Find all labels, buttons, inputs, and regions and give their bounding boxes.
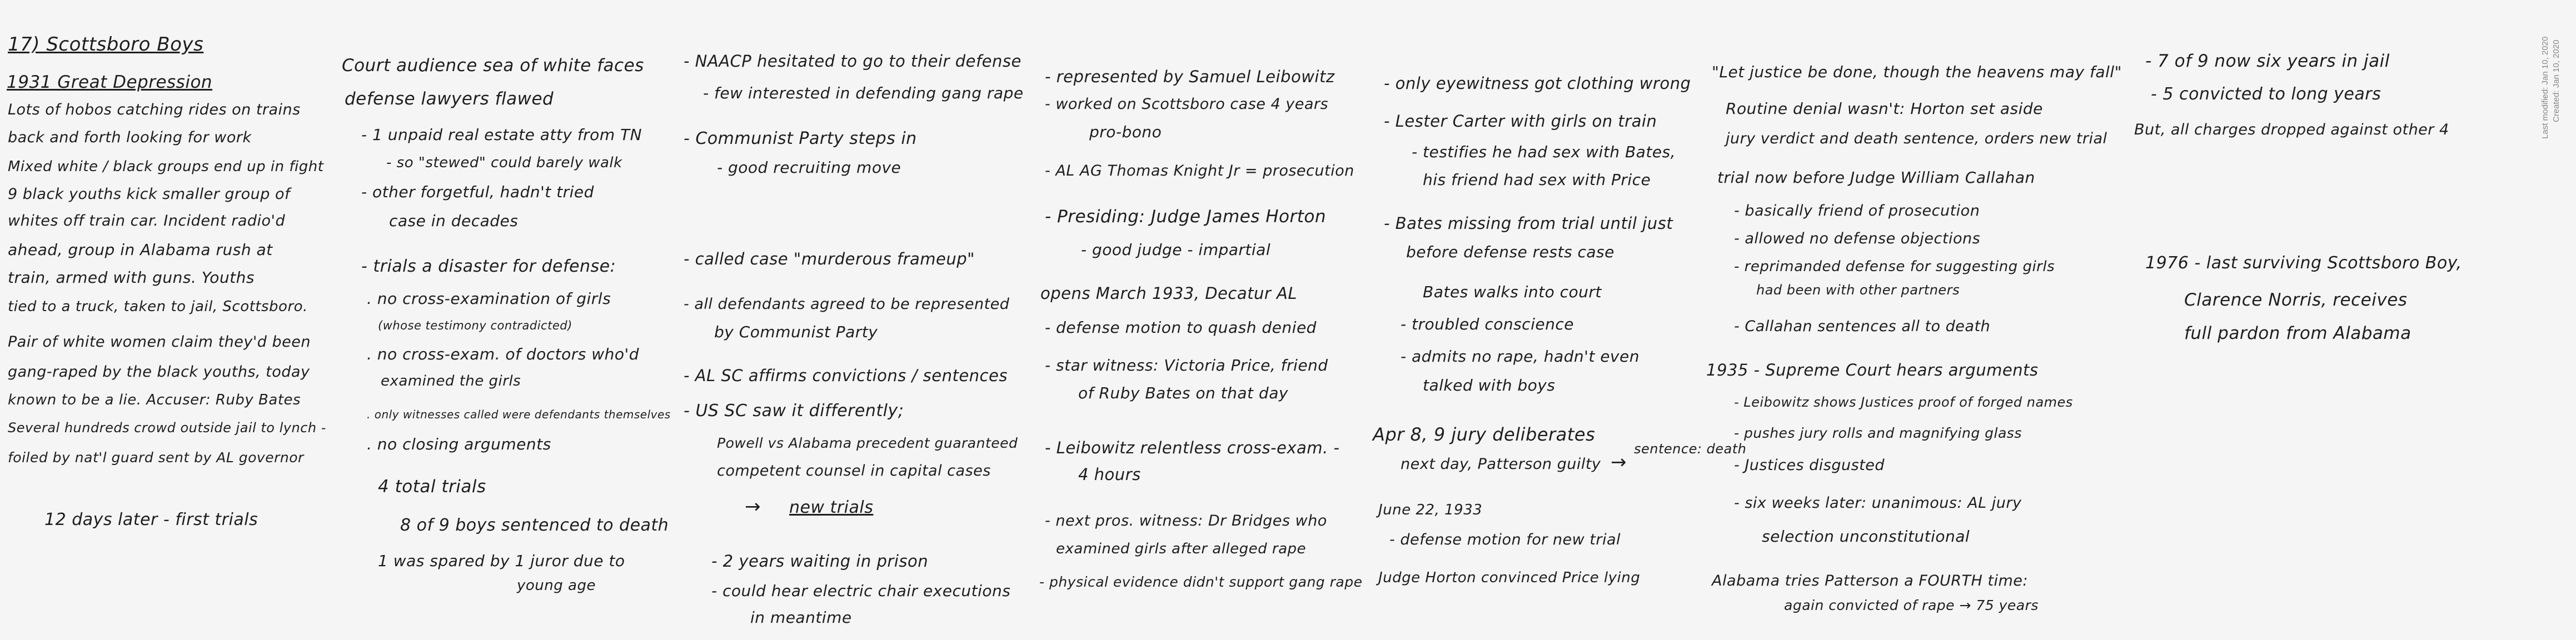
note-line: - worked on Scottsboro case 4 years [1045, 96, 1329, 113]
note-line: - defense motion for new trial [1389, 531, 1621, 548]
note-line: Alabama tries Patterson a FOURTH time: [1712, 572, 2028, 589]
note-line: Powell vs Alabama precedent guaranteed [717, 435, 1018, 451]
arrow-icon: → [745, 496, 761, 518]
note-line: - Callahan sentences all to death [1734, 318, 1991, 335]
note-line: - 2 years waiting in prison [711, 552, 929, 571]
note-line: Several hundreds crowd outside jail to lynch - [8, 420, 326, 436]
note-line: - all defendants agreed to be represented [684, 296, 1010, 313]
note-line: - 1 unpaid real estate atty from TN [361, 126, 642, 144]
note-line: selection unconstitutional [1762, 527, 1970, 546]
note-line: jury verdict and death sentence, orders new trial [1726, 130, 2107, 147]
column-4 [1034, 0, 1378, 640]
note-line: 12 days later - first trials [44, 510, 258, 529]
note-line: sentence: death [1634, 441, 1747, 457]
note-line: gang-raped by the black youths, today [8, 363, 310, 381]
note-line: - Leibowitz shows Justices proof of forged names [1734, 394, 2073, 410]
note-line: - represented by Samuel Leibowitz [1045, 67, 1335, 86]
note-line: known to be a lie. Accuser: Ruby Bates [8, 392, 301, 408]
note-line: examined girls after alleged rape [1056, 541, 1307, 557]
arrow-icon: → [1611, 451, 1627, 473]
note-line: June 22, 1933 [1378, 502, 1483, 518]
note-line: Clarence Norris, receives [2184, 290, 2408, 310]
note-line: - Leibowitz relentless cross-exam. - [1045, 438, 1340, 457]
note-line: young age [517, 577, 596, 594]
note-line: - so "stewed" could barely walk [386, 154, 622, 171]
last-modified-date: Last modified: Jan 10, 2020 [2540, 36, 2550, 139]
note-line: - Communist Party steps in [684, 129, 917, 148]
note-line: Bates walks into court [1423, 283, 1602, 301]
column-6 [1701, 0, 2140, 640]
note-line: - Presiding: Judge James Horton [1045, 207, 1327, 227]
note-line: whites off train car. Incident radio'd [8, 212, 286, 229]
note-line: - trials a disaster for defense: [361, 257, 616, 276]
note-line: - admits no rape, hadn't even [1401, 347, 1640, 366]
note-line: 9 black youths kick smaller group of [8, 186, 290, 203]
note-line: ahead, group in Alabama rush at [8, 241, 273, 259]
note-line: - good judge - impartial [1081, 241, 1271, 259]
note-line: - physical evidence didn't support gang rape [1039, 574, 1363, 590]
note-line: 1935 - Supreme Court hears arguments [1706, 361, 2039, 379]
note-line: - defense motion to quash denied [1045, 318, 1317, 337]
note-line: full pardon from Alabama [2184, 323, 2411, 343]
note-line: - basically friend of prosecution [1734, 202, 1980, 219]
note-line: (whose testimony contradicted) [378, 319, 572, 332]
note-line: had been with other partners [1756, 282, 1960, 298]
note-line: . no closing arguments [367, 435, 551, 453]
note-line: - other forgetful, hadn't tried [361, 183, 594, 201]
note-line: his friend had sex with Price [1423, 171, 1651, 189]
note-line: by Communist Party [714, 323, 878, 341]
note-line: 1 was spared by 1 juror due to [378, 552, 625, 570]
note-line: defense lawyers flawed [345, 89, 554, 109]
note-line: case in decades [389, 212, 519, 230]
note-line: "Let justice be done, though the heavens may fall" [1712, 63, 2122, 81]
note-line: again convicted of rape → 75 years [1784, 597, 2039, 613]
note-line: train, armed with guns. Youths [8, 268, 255, 287]
note-line: 1931 Great Depression [7, 72, 213, 92]
note-line: new trials [789, 498, 874, 517]
note-line: . no cross-examination of girls [367, 289, 611, 308]
note-line: - Bates missing from trial until just [1384, 214, 1673, 233]
note-line: competent counsel in capital cases [717, 462, 991, 479]
note-line: foiled by nat'l guard sent by AL governor [8, 449, 304, 466]
created-date: Created: Jan 10, 2020 [2552, 39, 2561, 122]
note-line: - only eyewitness got clothing wrong [1384, 74, 1691, 93]
column-3 [678, 0, 1034, 640]
note-line: Apr 8, 9 jury deliberates [1373, 424, 1596, 445]
note-metadata [2538, 11, 2572, 189]
note-line: before defense rests case [1406, 243, 1615, 261]
column-1 [0, 0, 361, 640]
note-line: in meantime [750, 608, 852, 627]
note-line: - called case "murderous frameup" [684, 249, 975, 268]
note-line: examined the girls [381, 373, 521, 389]
note-line: tied to a truck, taken to jail, Scottsboro. [8, 298, 308, 315]
note-line: - few interested in defending gang rape [703, 84, 1024, 102]
note-line: 8 of 9 boys sentenced to death [400, 516, 669, 535]
note-line: - 7 of 9 now six years in jail [2145, 51, 2390, 71]
note-line: - Lester Carter with girls on train [1384, 112, 1657, 131]
note-line: - NAACP hesitated to go to their defense [684, 52, 1022, 71]
note-line: 4 total trials [378, 477, 486, 497]
note-line: Routine denial wasn't: Horton set aside [1726, 99, 2043, 118]
note-line: - next pros. witness: Dr Bridges who [1045, 512, 1327, 529]
note-line: . only witnesses called were defendants themselves [367, 408, 671, 421]
note-line: Pair of white women claim they'd been [8, 333, 311, 351]
note-line: talked with boys [1423, 376, 1556, 394]
note-line: back and forth looking for work [8, 129, 252, 146]
note-line: 1976 - last surviving Scottsboro Boy, [2145, 253, 2462, 273]
note-line: - US SC saw it differently; [684, 401, 904, 421]
note-line: trial now before Judge William Callahan [1717, 168, 2035, 187]
note-line: - troubled conscience [1401, 315, 1574, 333]
note-line: - pushes jury rolls and magnifying glass [1734, 425, 2022, 441]
note-line: - could hear electric chair executions [711, 582, 1011, 600]
note-line: of Ruby Bates on that day [1078, 384, 1288, 402]
note-line: - Justices disgusted [1734, 457, 1885, 474]
note-line: - reprimanded defense for suggesting girls [1734, 258, 2055, 275]
note-line: But, all charges dropped against other 4 [2134, 121, 2449, 138]
note-line: - AL SC affirms convictions / sentences [684, 366, 1008, 385]
note-line: - AL AG Thomas Knight Jr = prosecution [1045, 162, 1354, 179]
note-line: Judge Horton convinced Price lying [1378, 569, 1641, 586]
note-line: . no cross-exam. of doctors who'd [367, 345, 639, 363]
note-line: - good recruiting move [717, 158, 901, 177]
note-line: 4 hours [1078, 465, 1141, 484]
note-line: opens March 1933, Decatur AL [1040, 284, 1297, 303]
note-line: Lots of hobos catching rides on trains [8, 101, 301, 118]
note-line: Mixed white / black groups end up in fight [8, 158, 324, 175]
note-line: - 5 convicted to long years [2151, 84, 2381, 104]
column-7 [2123, 0, 2512, 640]
note-line: - allowed no defense objections [1734, 230, 1981, 247]
note-line: - testifies he had sex with Bates, [1412, 143, 1676, 161]
column-5 [1373, 0, 1747, 640]
note-line: Court audience sea of white faces [342, 56, 644, 76]
column-2 [339, 0, 672, 640]
note-line: pro-bono [1089, 123, 1162, 141]
note-title: 17) Scottsboro Boys [8, 33, 204, 56]
note-line: next day, Patterson guilty [1401, 456, 1601, 473]
note-line: - star witness: Victoria Price, friend [1045, 356, 1328, 374]
note-line: - six weeks later: unanimous: AL jury [1734, 494, 2022, 512]
